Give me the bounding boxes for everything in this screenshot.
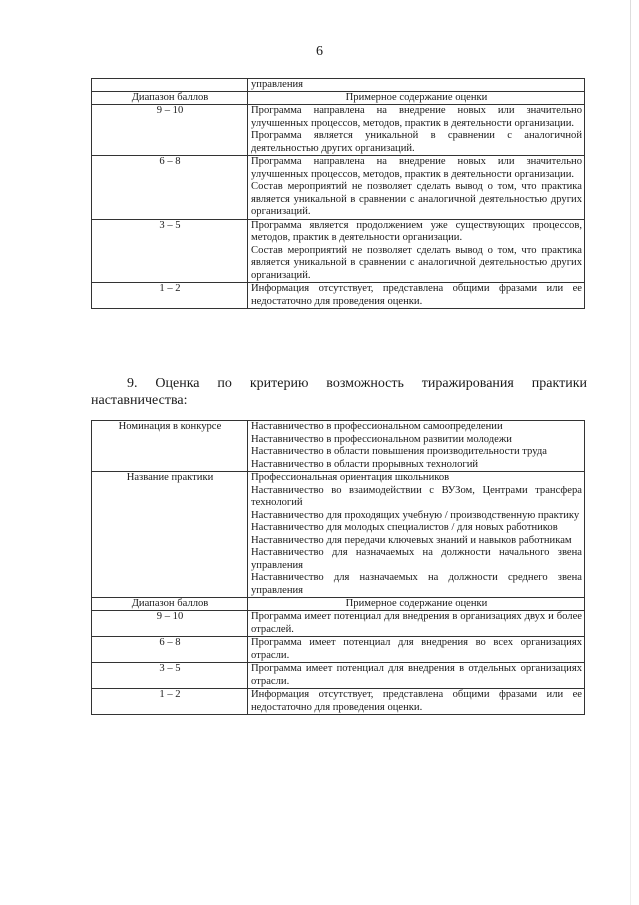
column-header-content: Примерное содержание оценки — [248, 92, 585, 105]
list-item: Наставничество в профессиональном развитии молодежи — [251, 433, 512, 445]
paragraph: Состав мероприятий не позволяет сделать вывод о том, что практика является уникальной в сравнении с аналогичной деятельностью других организаций. — [251, 244, 582, 281]
empty-cell — [92, 79, 248, 92]
table-row — [92, 611, 585, 637]
table-header-row — [92, 92, 585, 105]
table-row — [92, 79, 585, 92]
column-header-range: Диапазон баллов — [92, 92, 248, 105]
content-cell — [248, 219, 585, 283]
page-number: 6 — [316, 44, 323, 59]
list-item: Наставничество для молодых специалистов / для новых работников — [251, 522, 558, 533]
paragraph: Информация отсутствует, представлена общими фразами или ее недостаточно для проведения оценки. — [251, 283, 582, 307]
column-header-content: Примерное содержание оценки — [248, 598, 585, 611]
paragraph: Программа является уникальной в сравнении с аналогичной деятельностью других организаций. — [251, 130, 582, 154]
content-cell — [248, 156, 585, 220]
range-cell: 1 – 2 — [92, 283, 248, 309]
content-cell — [248, 283, 585, 309]
list-item: Наставничество для назначаемых на должности начального звена управления — [251, 547, 582, 571]
paragraph: Состав мероприятий не позволяет сделать вывод о том, что практика является уникальной в сравнении с аналогичной деятельностью других организаций. — [251, 181, 582, 217]
table-row — [92, 637, 585, 663]
range-cell: 3 – 5 — [92, 219, 248, 283]
list-item: Наставничество в профессиональном самоопределении — [251, 421, 503, 432]
table-row — [92, 105, 585, 156]
list-item: Наставничество для передачи ключевых знаний и навыков работникам — [251, 534, 572, 546]
range-cell: 6 – 8 — [92, 637, 248, 663]
range-cell: 6 – 8 — [92, 156, 248, 220]
table-row — [92, 283, 585, 309]
content-cell: Программа имеет потенциал для внедрения в отдельных организациях отрасли. — [248, 663, 585, 689]
column-header-range: Диапазон баллов — [92, 598, 248, 611]
paragraph: Программа направлена на внедрение новых или значительно улучшенных процессов, методов, практик в деятельности организации. — [251, 105, 582, 129]
nomination-label: Номинация в конкурсе — [92, 421, 248, 472]
list-item: Наставничество в области повышения производительности труда — [251, 446, 547, 457]
content-cell: Программа имеет потенциал для внедрения в организациях двух и более отраслей. — [248, 611, 585, 637]
list-item: Профессиональная ориентация школьников — [251, 472, 450, 483]
nomination-row — [92, 421, 585, 472]
score-table-replicability — [91, 420, 585, 715]
paragraph: Программа является продолжением уже существующих процессов, методов, практик в деятельности организации. — [251, 219, 582, 243]
table-row — [92, 219, 585, 283]
table-row — [92, 156, 585, 220]
table-row — [92, 663, 585, 689]
nomination-list — [248, 421, 585, 472]
content-cell: Информация отсутствует, представлена общими фразами или ее недостаточно для проведения оценки. — [248, 689, 585, 715]
continuation-cell: управления — [248, 79, 585, 92]
paragraph: Программа направлена на внедрение новых или значительно улучшенных процессов, методов, практик в деятельности организации. — [251, 156, 582, 180]
section-heading: 9. Оценка по критерию возможность тиражирования практики наставничества: — [91, 376, 587, 408]
content-cell: Программа имеет потенциал для внедрения во всех организациях отрасли. — [248, 637, 585, 663]
list-item: Наставничество в области прорывных технологий — [251, 458, 479, 470]
table-row — [92, 689, 585, 715]
scan-edge — [630, 0, 631, 905]
table-header-row — [92, 598, 585, 611]
range-cell: 9 – 10 — [92, 611, 248, 637]
range-cell: 1 – 2 — [92, 689, 248, 715]
range-cell: 9 – 10 — [92, 105, 248, 156]
practice-list — [248, 472, 585, 598]
list-item: Наставничество во взаимодействии с ВУЗом, Центрами трансфера технологий — [251, 484, 582, 508]
practice-label: Название практики — [92, 472, 248, 598]
score-table-novelty — [91, 78, 585, 309]
range-cell: 3 – 5 — [92, 663, 248, 689]
practice-row — [92, 472, 585, 598]
content-cell — [248, 105, 585, 156]
list-item: Наставничество для назначаемых на должности среднего звена управления — [251, 572, 582, 596]
list-item: Наставничество для проходящих учебную / производственную практику — [251, 509, 580, 521]
